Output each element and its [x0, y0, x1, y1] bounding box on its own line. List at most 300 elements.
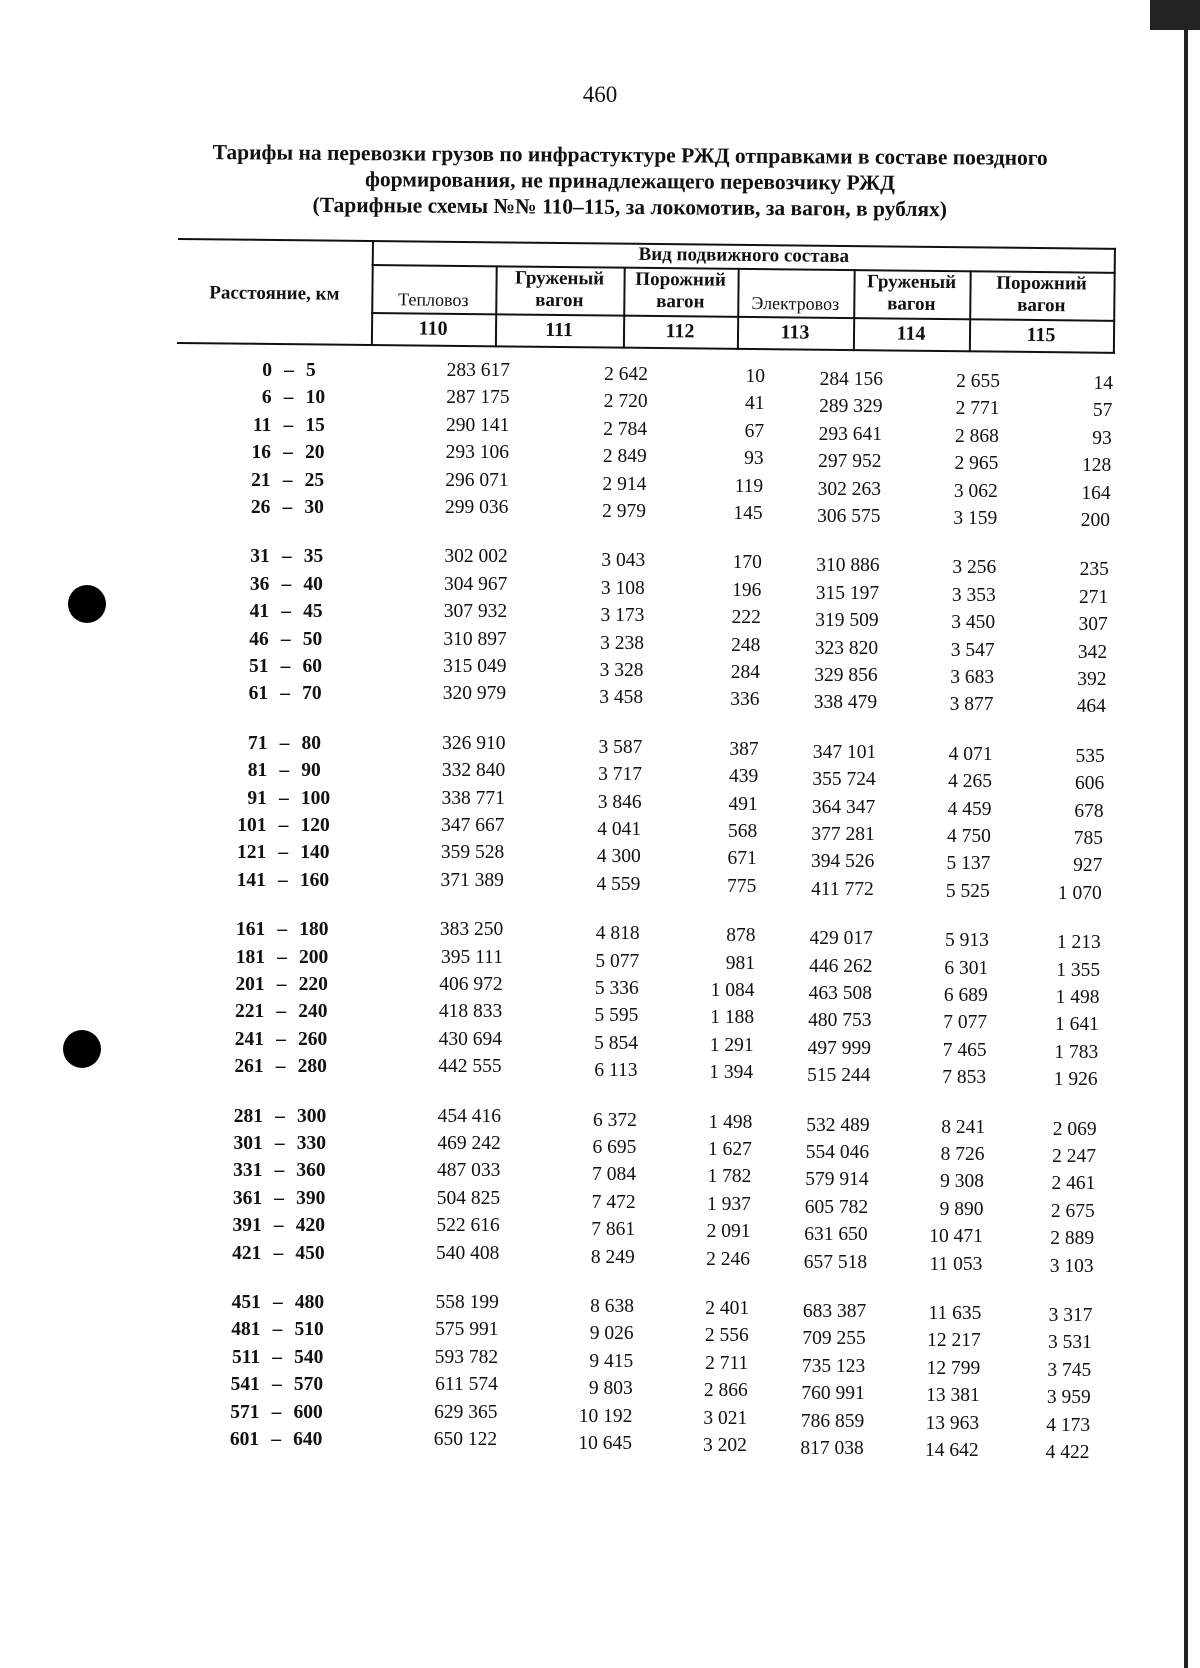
tariff-cell-110: 310 897	[443, 628, 507, 650]
distance-to: 390	[296, 1187, 326, 1209]
distance-range	[202, 1347, 342, 1369]
tariff-cell-115: 1 641	[1055, 1014, 1099, 1036]
tariff-cell-115: 927	[1073, 855, 1103, 877]
distance-range	[204, 1215, 344, 1237]
tariff-cell-112: 2 091	[706, 1221, 751, 1243]
distance-range	[202, 1319, 342, 1341]
tariff-cell-113: 284 156	[819, 369, 883, 390]
tariff-cell-112: 1 084	[710, 980, 755, 1001]
tariff-cell-112: 1 291	[709, 1034, 754, 1056]
distance-to: 420	[295, 1215, 325, 1237]
range-dash: –	[282, 497, 293, 518]
tariff-cell-114: 10 471	[929, 1226, 983, 1248]
tariff-cell-115: 164	[1081, 482, 1111, 504]
distance-to: 40	[303, 573, 323, 595]
distance-range	[201, 1429, 341, 1451]
tariff-cell-111: 6 695	[592, 1137, 637, 1158]
distance-to: 280	[297, 1056, 327, 1078]
tariff-cell-113: 579 914	[805, 1169, 869, 1191]
tariff-cell-111: 8 249	[590, 1246, 635, 1268]
distance-from: 6	[261, 387, 272, 409]
tariff-cell-114: 2 771	[955, 398, 1000, 420]
tariff-cell-112: 981	[725, 952, 756, 974]
tariff-cell-110: 540 408	[436, 1242, 500, 1264]
tariff-cell-112: 196	[732, 579, 762, 601]
distance-from: 61	[248, 683, 269, 705]
tariff-cell-115: 200	[1080, 510, 1110, 531]
tariff-cell-112: 2 711	[705, 1352, 749, 1374]
col-code: 113	[780, 321, 810, 344]
range-dash: –	[283, 414, 294, 436]
distance-from: 261	[234, 1056, 264, 1078]
tariff-cell-113: 760 991	[801, 1383, 865, 1405]
tariff-cell-115: 678	[1074, 800, 1104, 822]
tariff-cell-112: 1 782	[707, 1166, 752, 1188]
tariff-cell-114: 2 868	[955, 425, 999, 447]
tariff-cell-115: 1 355	[1056, 959, 1101, 981]
tariff-cell-110: 487 033	[437, 1160, 501, 1182]
tariff-cell-113: 429 017	[809, 928, 873, 950]
tariff-cell-114: 3 256	[952, 557, 997, 579]
tariff-cell-113: 338 479	[813, 692, 878, 714]
col-label-bottom: вагон	[656, 291, 705, 313]
tariff-cell-110: 302 002	[444, 546, 508, 568]
tariff-cell-112: 119	[734, 475, 764, 497]
range-dash: –	[281, 573, 292, 595]
distance-to: 35	[303, 546, 324, 568]
tariff-cell-110: 442 555	[438, 1056, 502, 1078]
range-dash: –	[274, 1160, 285, 1182]
tariff-cell-115: 606	[1074, 773, 1105, 795]
tariff-cell-114: 13 381	[926, 1385, 980, 1407]
distance-range	[205, 1133, 345, 1155]
tariff-cell-115: 1 926	[1053, 1069, 1098, 1091]
distance-range	[212, 497, 352, 519]
tariff-cell-111: 9 415	[589, 1350, 634, 1372]
tariff-cell-111: 5 077	[595, 950, 640, 972]
distance-header: Расстояние, км	[209, 282, 340, 305]
tariff-cell-112: 2 556	[704, 1325, 749, 1347]
tariff-cell-113: 364 347	[811, 796, 876, 818]
distance-from: 141	[236, 869, 266, 891]
tariff-cell-113: 463 508	[808, 983, 872, 1004]
tariff-cell-114: 8 726	[940, 1144, 985, 1165]
tariff-cell-113: 411 772	[811, 878, 874, 900]
tariff-cell-112: 3 202	[702, 1435, 747, 1456]
tariff-cell-111: 6 372	[592, 1109, 637, 1131]
range-dash: –	[278, 815, 289, 836]
tariff-cell-115: 3 531	[1048, 1332, 1092, 1354]
tariff-cell-110: 593 782	[434, 1346, 499, 1368]
distance-from: 21	[251, 469, 271, 491]
distance-to: 20	[305, 442, 325, 464]
tariff-cell-111: 2 979	[602, 501, 646, 522]
tariff-cell-113: 306 575	[817, 506, 881, 527]
tariff-cell-110: 522 616	[436, 1215, 500, 1237]
tariff-cell-115: 271	[1079, 586, 1109, 608]
distance-from: 221	[235, 1001, 265, 1023]
tariff-cell-115: 4 173	[1046, 1414, 1091, 1436]
tariff-cell-115: 128	[1081, 455, 1112, 477]
distance-from: 571	[230, 1401, 260, 1423]
col-code: 110	[418, 317, 448, 340]
tariff-cell-113: 394 526	[810, 851, 875, 873]
tariff-cell-111: 4 041	[597, 819, 642, 840]
tariff-cell-111: 7 084	[592, 1164, 636, 1186]
distance-from: 36	[249, 573, 270, 595]
tariff-cell-112: 248	[731, 634, 761, 656]
tariff-cell-113: 355 724	[812, 769, 876, 791]
distance-from: 121	[236, 842, 267, 864]
distance-to: 640	[293, 1429, 323, 1450]
range-dash: –	[279, 760, 290, 782]
tariff-cell-113: 709 255	[802, 1328, 866, 1350]
range-dash: –	[281, 601, 291, 623]
tariff-cell-113: 293 641	[818, 423, 882, 445]
tariff-cell-112: 336	[730, 689, 760, 711]
tariff-cell-112: 568	[728, 821, 758, 842]
tariff-cell-115: 3 745	[1047, 1359, 1092, 1381]
tariff-cell-113: 515 244	[807, 1065, 871, 1087]
range-dash: –	[274, 1133, 285, 1154]
tariff-cell-115: 2 889	[1050, 1228, 1095, 1250]
col-code: 112	[665, 320, 695, 343]
distance-to: 260	[297, 1028, 328, 1050]
tariff-cell-113: 631 650	[804, 1224, 868, 1246]
distance-range	[206, 1029, 346, 1051]
tariff-cell-113: 735 123	[801, 1355, 866, 1377]
col-code: 111	[545, 318, 574, 342]
range-dash: –	[276, 974, 287, 995]
distance-from: 331	[233, 1160, 263, 1182]
distance-range	[203, 1292, 343, 1314]
tariff-cell-115: 307	[1078, 614, 1108, 636]
tariff-cell-111: 3 846	[597, 791, 642, 813]
tariff-cell-111: 10 192	[578, 1405, 633, 1427]
distance-from: 421	[232, 1242, 262, 1264]
tariff-cell-111: 10 645	[578, 1433, 632, 1454]
distance-from: 26	[250, 497, 271, 518]
tariff-cell-110: 287 175	[446, 387, 510, 409]
tariff-cell-112: 1 394	[709, 1062, 754, 1084]
distance-range	[211, 629, 351, 651]
tariff-cell-110: 293 106	[445, 442, 509, 464]
distance-range	[213, 415, 353, 437]
tariff-cell-111: 9 803	[588, 1378, 633, 1400]
tariff-cell-110: 504 825	[436, 1187, 501, 1209]
range-dash: –	[278, 842, 289, 864]
range-dash: –	[271, 1429, 282, 1450]
range-dash: –	[277, 946, 287, 968]
distance-to: 540	[294, 1346, 324, 1368]
distance-range	[213, 442, 353, 464]
distance-to: 50	[302, 628, 323, 650]
tariff-cell-111: 5 595	[594, 1005, 639, 1027]
title-line-1: Тарифы на перевозки грузов по инфрастуктуре РЖД отправками в составе поездного	[212, 140, 1048, 170]
tariff-cell-111: 2 642	[604, 364, 648, 385]
tariff-cell-114: 3 683	[950, 667, 995, 688]
tariff-cell-115: 535	[1075, 745, 1105, 767]
tariff-cell-112: 284	[730, 662, 760, 683]
tariff-cell-110: 611 574	[435, 1374, 498, 1396]
col-label-top: Груженый	[866, 271, 957, 294]
tariff-cell-114: 2 965	[954, 453, 999, 475]
tariff-cell-112: 671	[727, 848, 757, 870]
tariff-cell-113: 323 820	[814, 637, 879, 659]
tariff-cell-114: 3 159	[953, 508, 998, 529]
tariff-cell-112: 3 021	[703, 1407, 748, 1429]
tariff-cell-114: 12 799	[926, 1357, 981, 1379]
range-dash: –	[280, 656, 291, 677]
distance-from: 241	[234, 1028, 264, 1050]
distance-from: 11	[252, 414, 272, 436]
tariff-cell-111: 8 638	[590, 1296, 635, 1317]
tariff-cell-115: 3 959	[1046, 1387, 1091, 1409]
distance-to: 200	[298, 946, 329, 968]
tariff-cell-110: 347 667	[441, 815, 505, 836]
col-label-bottom: вагон	[887, 293, 936, 315]
tariff-cell-115: 392	[1077, 669, 1107, 690]
distance-from: 601	[229, 1429, 260, 1450]
distance-to: 5	[306, 360, 316, 381]
tariff-cell-111: 4 559	[596, 873, 641, 895]
distance-from: 46	[249, 628, 269, 650]
distance-to: 480	[294, 1292, 325, 1313]
title-line-3: (Тарифные схемы №№ 110–115, за локомотив, за вагон, в рублях)	[312, 192, 948, 222]
distance-from: 16	[251, 442, 271, 464]
tariff-cell-113: 817 038	[800, 1438, 864, 1459]
tariff-cell-112: 67	[744, 420, 765, 442]
tariff-cell-112: 1 937	[707, 1193, 751, 1215]
tariff-cell-115: 3 103	[1049, 1255, 1094, 1277]
tariff-cell-114: 9 890	[939, 1198, 984, 1220]
tariff-cell-110: 469 242	[437, 1133, 501, 1154]
tariff-cell-111: 3 587	[598, 736, 643, 758]
tariff-cell-114: 7 853	[942, 1067, 987, 1089]
tariff-cell-111: 5 336	[594, 978, 639, 999]
distance-range	[210, 733, 350, 755]
tariff-cell-111: 3 328	[599, 660, 644, 681]
tariff-cell-114: 11 053	[929, 1253, 983, 1275]
distance-range	[209, 815, 349, 837]
col-code: 114	[896, 322, 926, 345]
tariff-cell-113: 329 856	[814, 665, 878, 686]
distance-from: 0	[262, 360, 272, 381]
tariff-cell-111: 3 108	[600, 577, 645, 599]
tariff-cell-110: 338 771	[441, 787, 505, 809]
tariff-cell-114: 4 459	[947, 798, 992, 820]
distance-to: 120	[300, 815, 330, 836]
distance-range	[204, 1188, 344, 1210]
distance-to: 360	[296, 1160, 326, 1182]
tariff-cell-113: 347 101	[812, 741, 877, 763]
tariff-cell-111: 3 238	[600, 632, 644, 654]
tariff-cell-113: 446 262	[809, 955, 873, 977]
tariff-cell-111: 4 818	[595, 923, 640, 945]
tariff-cell-114: 3 877	[949, 694, 994, 716]
distance-to: 30	[304, 497, 324, 518]
distance-from: 451	[231, 1292, 261, 1313]
tariff-cell-110: 299 036	[444, 497, 509, 518]
distance-range	[209, 760, 349, 782]
tariff-cell-114: 3 547	[950, 639, 995, 661]
col-label-top: Груженый	[514, 267, 605, 290]
tariff-cell-110: 395 111	[441, 946, 503, 968]
col-label-top: Порожний	[996, 272, 1087, 295]
distance-from: 301	[233, 1133, 263, 1154]
distance-range	[206, 1001, 346, 1023]
tariff-cell-114: 11 635	[928, 1303, 982, 1324]
distance-from: 101	[237, 815, 267, 836]
tariff-cell-115: 14	[1093, 373, 1113, 394]
distance-to: 45	[303, 601, 323, 623]
col-label-locomotive-electric: Электровоз	[751, 293, 840, 314]
tariff-cell-113: 310 886	[816, 555, 880, 577]
distance-range	[207, 974, 347, 996]
tariff-cell-111: 2 849	[602, 446, 647, 468]
tariff-cell-115: 1 070	[1057, 882, 1102, 904]
title-line-2: формирования, не принадлежащего перевозчику РЖД	[364, 167, 896, 195]
tariff-cell-110: 383 250	[439, 919, 504, 941]
distance-to: 160	[299, 869, 330, 891]
tariff-cell-114: 2 655	[956, 371, 1000, 392]
tariff-cell-115: 1 213	[1056, 932, 1101, 954]
range-dash: –	[273, 1242, 284, 1264]
tariff-cell-110: 430 694	[438, 1028, 502, 1050]
tariff-cell-110: 332 840	[441, 760, 506, 782]
range-dash: –	[275, 1105, 285, 1127]
tariff-cell-113: 289 329	[819, 396, 883, 418]
tariff-cell-110: 307 932	[443, 601, 508, 623]
distance-from: 281	[233, 1105, 264, 1127]
tariff-cell-115: 1 783	[1054, 1041, 1099, 1063]
tariff-cell-113: 377 281	[811, 824, 875, 845]
distance-range	[213, 470, 353, 492]
distance-range	[211, 574, 351, 596]
tariff-cell-110: 418 833	[438, 1001, 503, 1023]
distance-range	[205, 1106, 345, 1128]
distance-range	[214, 387, 354, 409]
distance-to: 10	[305, 387, 326, 409]
tariff-cell-111: 2 720	[603, 391, 648, 413]
tariff-cell-110: 454 416	[437, 1105, 502, 1127]
tariff-cell-112: 1 188	[710, 1007, 755, 1029]
distance-to: 140	[300, 842, 330, 864]
tariff-cell-113: 554 046	[805, 1142, 870, 1163]
tariff-cell-114: 7 465	[942, 1039, 987, 1061]
tariff-cell-112: 2 866	[703, 1380, 748, 1402]
distance-from: 31	[250, 546, 270, 568]
rolling-stock-header: Вид подвижного состава	[638, 243, 850, 268]
tariff-cell-110: 296 071	[445, 469, 509, 491]
tariff-cell-111: 9 026	[589, 1323, 634, 1345]
distance-from: 541	[230, 1374, 260, 1396]
distance-to: 240	[298, 1001, 328, 1023]
tariff-cell-110: 304 967	[444, 573, 508, 595]
tariff-cell-110: 629 365	[434, 1401, 498, 1423]
tariff-cell-114: 4 750	[947, 826, 991, 847]
distance-range	[209, 788, 349, 810]
tariff-cell-115: 93	[1092, 427, 1112, 449]
tariff-cell-113: 605 782	[804, 1196, 869, 1218]
distance-to: 100	[300, 787, 331, 809]
tariff-cell-113: 297 952	[818, 451, 882, 473]
distance-range	[203, 1243, 343, 1265]
range-dash: –	[271, 1401, 282, 1423]
distance-to: 180	[299, 919, 329, 941]
tariff-cell-113: 315 197	[815, 582, 880, 604]
tariff-cell-115: 464	[1076, 696, 1106, 718]
tariff-cell-112: 1 627	[707, 1139, 752, 1160]
distance-from: 81	[247, 760, 268, 782]
col-label-locomotive-diesel: Тепловоз	[398, 289, 469, 311]
tariff-cell-113: 480 753	[808, 1010, 872, 1032]
distance-to: 300	[297, 1105, 327, 1127]
range-dash: –	[280, 628, 291, 650]
tariff-cell-110: 650 122	[433, 1429, 498, 1450]
tariff-cell-110: 371 389	[440, 869, 504, 891]
range-dash: –	[274, 1187, 284, 1209]
tariff-cell-113: 786 859	[800, 1410, 865, 1432]
distance-to: 60	[302, 656, 322, 677]
distance-from: 201	[235, 974, 265, 995]
distance-from: 91	[247, 787, 267, 809]
range-dash: –	[273, 1215, 284, 1237]
tariff-cell-115: 2 069	[1052, 1118, 1097, 1140]
tariff-cell-114: 6 689	[943, 985, 988, 1006]
tariff-cell-115: 57	[1092, 400, 1113, 422]
tariff-cell-111: 3 173	[600, 605, 645, 627]
tariff-cell-112: 439	[728, 766, 759, 788]
distance-to: 90	[301, 760, 321, 782]
distance-range	[202, 1402, 342, 1424]
tariff-cell-115: 785	[1073, 828, 1103, 849]
range-dash: –	[279, 732, 290, 754]
distance-range	[214, 360, 354, 382]
tariff-cell-112: 145	[733, 503, 763, 524]
tariff-cell-110: 359 528	[440, 842, 505, 864]
distance-from: 511	[231, 1346, 261, 1368]
distance-range	[207, 919, 347, 941]
range-dash: –	[271, 1374, 282, 1396]
tariff-cell-114: 3 353	[951, 584, 996, 606]
range-dash: –	[278, 869, 288, 891]
distance-to: 70	[302, 683, 322, 705]
range-dash: –	[276, 1001, 287, 1023]
tariff-cell-114: 3 062	[953, 480, 998, 502]
distance-range	[212, 546, 352, 568]
tariff-cell-114: 12 217	[927, 1330, 981, 1352]
range-dash: –	[272, 1319, 283, 1341]
col-label-bottom: вагон	[535, 289, 584, 312]
tariff-cell-115: 4 422	[1045, 1442, 1090, 1463]
tariff-cell-111: 4 300	[596, 846, 641, 868]
tariff-cell-114: 5 137	[946, 853, 991, 875]
tariff-cell-115: 1 498	[1055, 987, 1100, 1008]
tariff-cell-110: 326 910	[442, 732, 506, 754]
tariff-cell-111: 3 043	[601, 550, 646, 572]
tariff-cell-114: 14 642	[924, 1440, 979, 1461]
tariff-cell-112: 775	[727, 875, 757, 897]
tariff-cell-111: 3 717	[598, 764, 642, 786]
distance-to: 450	[295, 1242, 325, 1264]
tariff-cell-111: 7 472	[591, 1191, 636, 1213]
tariff-cell-110: 558 199	[435, 1292, 499, 1313]
tariff-cell-112: 10	[745, 366, 765, 387]
tariff-cell-115: 2 247	[1052, 1146, 1096, 1167]
range-dash: –	[283, 442, 293, 464]
tariff-cell-112: 41	[745, 393, 765, 415]
